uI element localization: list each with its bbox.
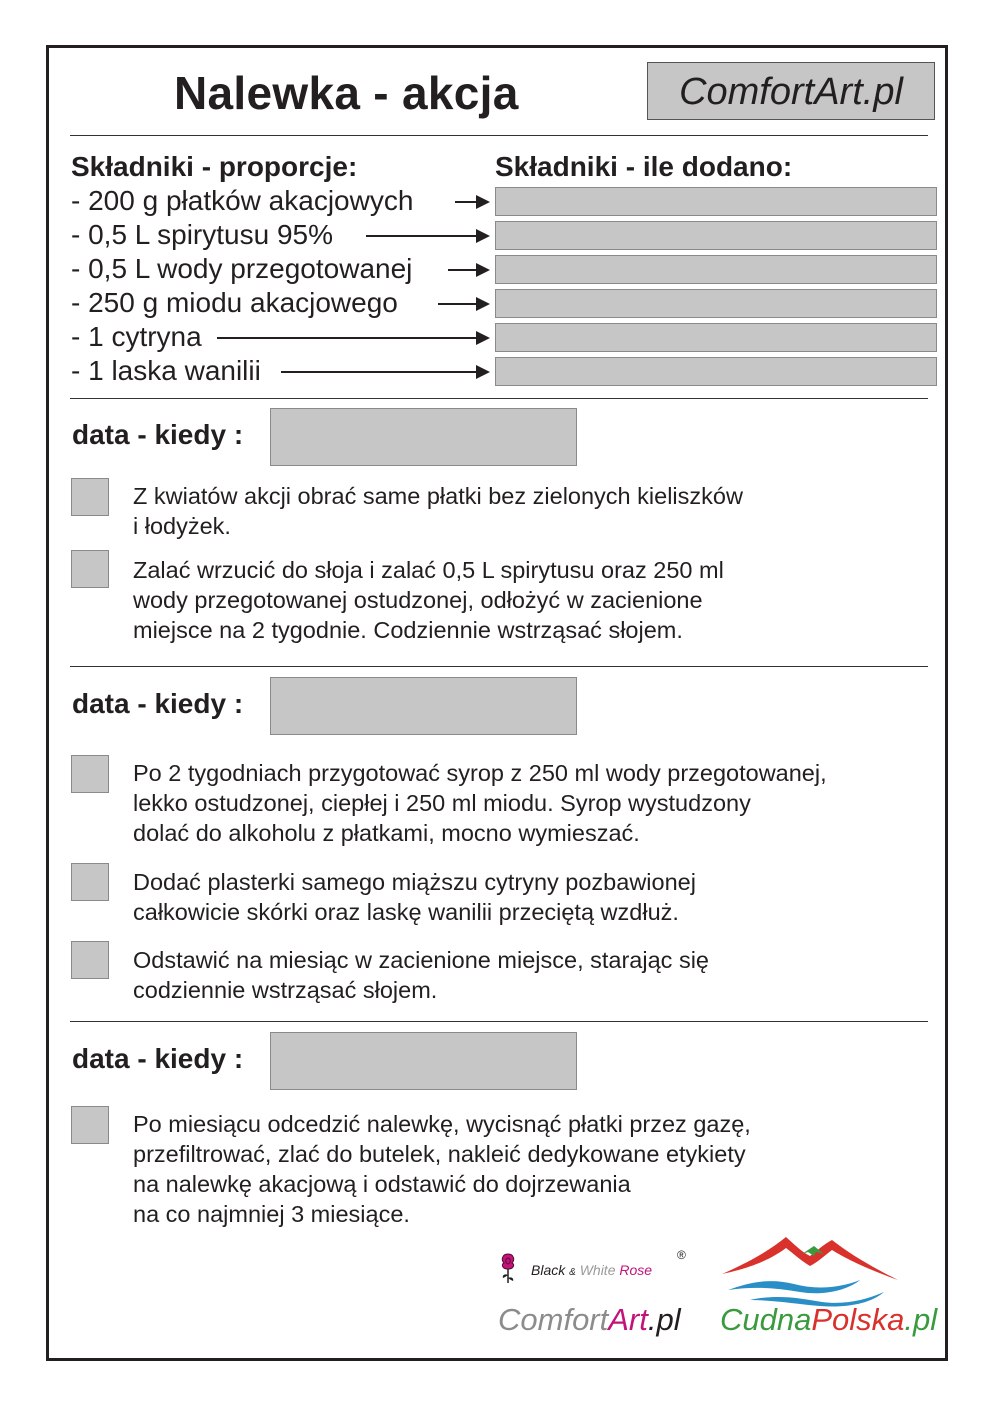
logo-pl-word: .pl bbox=[647, 1302, 681, 1337]
step-text: Z kwiatów akcji obrać same płatki bez zielonych kieliszków i łodyżek. bbox=[133, 483, 743, 539]
step-text: Odstawić na miesiąc w zacienione miejsce, starając się codziennie wstrząsać słojem. bbox=[133, 947, 709, 1003]
ingredient-item: - 200 g płatków akacjowych bbox=[71, 185, 414, 216]
logo-cudna-pl-word: .pl bbox=[904, 1302, 938, 1337]
date-label: data - kiedy : bbox=[72, 419, 244, 450]
step-text: Po 2 tygodniach przygotować syrop z 250 ml wody przegotowanej, lekko ostudzonej, ciepłej i 250 ml miodu. Syrop wystudzony dolać do alkoholu z płatkami, mocno wymieszać. bbox=[133, 760, 827, 846]
date-label: data - kiedy : bbox=[72, 688, 244, 719]
amount-field[interactable] bbox=[495, 357, 937, 386]
arrow-right-icon bbox=[217, 337, 488, 339]
ingredient-item: - 0,5 L wody przegotowanej bbox=[71, 253, 413, 284]
step-checkbox[interactable] bbox=[71, 941, 109, 979]
step-checkbox[interactable] bbox=[71, 550, 109, 588]
page-title: Nalewka - akcja bbox=[174, 67, 519, 119]
step-text: Po miesiącu odcedzić nalewkę, wycisnąć płatki przez gazę, przefiltrować, zlać do butelek, nakleić dedykowane etykiety na nalewkę akacjową i odstawić do dojrzewania na co najmniej 3 miesiące. bbox=[133, 1111, 751, 1227]
date-field[interactable] bbox=[270, 408, 577, 466]
divider bbox=[70, 1021, 928, 1022]
divider bbox=[70, 666, 928, 667]
comfortart-logo bbox=[498, 1302, 681, 1338]
logo-rose-word: Rose bbox=[619, 1262, 653, 1278]
registered-mark: ® bbox=[677, 1248, 686, 1262]
step-text: Dodać plasterki samego miąższu cytryny pozbawionej całkowicie skórki oraz laskę wanilii przeciętą wzdłuż. bbox=[133, 869, 696, 925]
logo-black-word: Black bbox=[531, 1262, 566, 1278]
cudnapolska-logo bbox=[720, 1302, 937, 1338]
ingredients-added-heading: Składniki - ile dodano: bbox=[495, 151, 793, 182]
amount-field[interactable] bbox=[495, 323, 937, 352]
arrow-right-icon bbox=[455, 201, 488, 203]
divider bbox=[70, 135, 928, 136]
step-checkbox[interactable] bbox=[71, 755, 109, 793]
brand-box: ComfortArt.pl bbox=[647, 62, 935, 120]
date-field[interactable] bbox=[270, 677, 577, 735]
logo-comfort-word: Comfort bbox=[498, 1302, 609, 1337]
arrow-right-icon bbox=[281, 371, 488, 373]
date-label: data - kiedy : bbox=[72, 1043, 244, 1074]
arrow-right-icon bbox=[366, 235, 488, 237]
rose-icon bbox=[497, 1251, 519, 1285]
amount-field[interactable] bbox=[495, 289, 937, 318]
step-checkbox[interactable] bbox=[71, 863, 109, 901]
step-text: Zalać wrzucić do słoja i zalać 0,5 L spirytusu oraz 250 ml wody przegotowanej ostudzonej, odłożyć w zacienione miejsce na 2 tygodnie. Codziennie wstrząsać słojem. bbox=[133, 557, 724, 643]
ingredients-proportions-heading: Składniki - proporcje: bbox=[71, 151, 358, 182]
arrow-right-icon bbox=[438, 303, 488, 305]
ingredient-item: - 1 cytryna bbox=[71, 321, 202, 352]
ingredient-item: - 250 g miodu akacjowego bbox=[71, 287, 398, 318]
amount-field[interactable] bbox=[495, 221, 937, 250]
amount-field[interactable] bbox=[495, 187, 937, 216]
arrow-right-icon bbox=[448, 269, 488, 271]
logo-white-word: White bbox=[579, 1262, 616, 1278]
mountains-logo-icon bbox=[720, 1232, 900, 1307]
step-checkbox[interactable] bbox=[71, 1106, 109, 1144]
logo-cudna-word: Cudna bbox=[720, 1302, 812, 1337]
logo-amp: & bbox=[569, 1267, 576, 1278]
black-white-rose-logo bbox=[531, 1262, 652, 1278]
amount-field[interactable] bbox=[495, 255, 937, 284]
divider bbox=[70, 398, 928, 399]
logo-polska-word: Polska bbox=[811, 1302, 905, 1337]
logo-art-word: Art bbox=[608, 1302, 648, 1337]
date-field[interactable] bbox=[270, 1032, 577, 1090]
ingredient-item: - 0,5 L spirytusu 95% bbox=[71, 219, 333, 250]
step-checkbox[interactable] bbox=[71, 478, 109, 516]
ingredient-item: - 1 laska wanilii bbox=[71, 355, 261, 386]
